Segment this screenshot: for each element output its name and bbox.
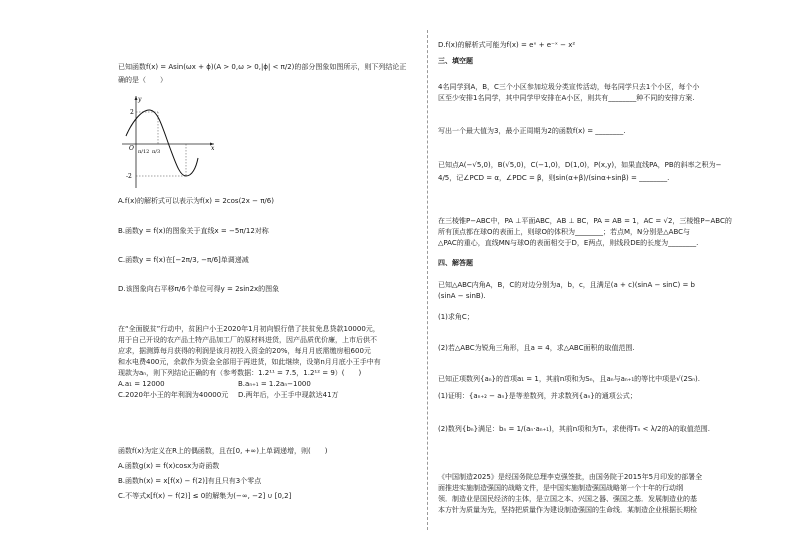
- stem-line: 在三棱锥P−ABC中，PA ⊥平面ABC，AB ⊥ BC，PA = AB = 1，AC = √2，三棱锥P−ABC的: [438, 217, 732, 225]
- option-a-text: A.函数g(x) = f(x)cosx为奇函数: [118, 462, 220, 470]
- question-stem: 已知函数f(x) = Asin(ωx + ϕ)(A > 0,ω > 0,|ϕ| < π/2)的部分图象如图所示，则下列结论正: [118, 63, 407, 71]
- stem-line: 应求，据测算每月获得的利润是该月初投入资金的20%，每月月底需缴房租600元: [118, 347, 371, 355]
- fill-question-3: [438, 160, 744, 184]
- section-title: 三、填空题: [438, 57, 473, 65]
- stem-line: 区至少安排1名同学，其中同学甲安排在A小区，则共有________种不同的安排方案.: [438, 94, 695, 102]
- part-1: (1)证明：{aₙ₊₂ − aₙ}是等差数列，并求数列{aₙ}的通项公式；: [438, 392, 637, 400]
- min-value-label: -2: [126, 173, 132, 180]
- option-d-text: D.f(x)的解析式可能为f(x) = eˣ + e⁻ˣ − x²: [438, 41, 576, 49]
- stem-line: 和水电费400元，余款作为资金全部用于再进货，如此继续，设第n月月底小王手中有: [118, 358, 381, 366]
- section-fill-in: [438, 56, 744, 67]
- section-title: 四、解答题: [438, 259, 473, 267]
- option-c-text: C.2020年小王的年利润为40000元: [118, 391, 229, 399]
- solve-question-3: [438, 472, 744, 516]
- stem-line: 《中国制造2025》是经国务院总理李克强签批，由国务院于2015年5月印发的部署全: [438, 473, 703, 481]
- stem-line: △PAC的重心，直线MN与球O的表面相交于D，E两点，则线段DE的长度为________.: [438, 239, 699, 247]
- question-stem-continued: 确的是（ ）: [118, 76, 167, 84]
- option-b-text: B.aₙ₊₁ = 1.2aₙ−1000: [238, 380, 311, 388]
- stem-line: 已知点A(−√5,0)，B(√5,0)，C(−1,0)，D(1,0)，P(x,y)，如果直线PA，PB的斜率之积为−: [438, 161, 722, 169]
- options-row: [118, 379, 388, 390]
- options-row: [118, 390, 388, 401]
- option-a-text: A.a₁ = 12000: [118, 380, 165, 388]
- column-divider: [427, 30, 428, 530]
- stem-line: 已知△ABC内角A，B，C的对边分别为a，b，c，且满足(a + c)(sinA − sinC) = b: [438, 281, 695, 289]
- stem-line: 现款为aₙ，则下列结论正确的有（参考数据：1.2¹¹ = 7.5，1.2¹² = 9）( ): [118, 369, 362, 377]
- solve-question-2: [438, 374, 744, 435]
- tick-pi-over-12: π/12: [138, 149, 150, 155]
- question-even-function: [118, 446, 418, 502]
- stem-line: 已知正项数列{aₙ}的首项a₁ = 1，其前n项和为Sₙ，且aₙ与aₙ₊₁的等比中项是√(2Sₙ).: [438, 375, 701, 383]
- fill-question-2: [438, 126, 744, 137]
- option-b-text: B.函数y = f(x)的图象关于直线x = −5π/12对称: [118, 227, 269, 235]
- option-d-text: D.该图象向右平移π/6个单位可得y = 2sin2x的图象: [118, 285, 280, 293]
- stem-line: 所有顶点都在球O的表面上，则球O的体积为________；若点M，N分别是△ABC与: [438, 228, 691, 236]
- stem-line: 4名同学到A，B，C三个小区参加垃圾分类宣传活动，每名同学只去1个小区，每个小: [438, 83, 700, 91]
- part-2: (2)数列{bₙ}满足：bₙ = 1/(aₙ·aₙ₊₁)，其前n项和为Tₙ，求使得Tₙ < λ/2的λ的取值范围.: [438, 425, 710, 433]
- stem-line: (sinA − sinB).: [438, 292, 486, 300]
- fill-question-4: [438, 216, 744, 249]
- option-b-text: B.函数h(x) = x[f(x) − f(2)]有且只有3个零点: [118, 477, 262, 485]
- option-c-text: C.不等式x[f(x) − f(2)] ≤ 0的解集为(−∞, −2] ∪ [0,2]: [118, 492, 292, 500]
- stem-line: 在“全面脱贫”行动中，贫困户小王2020年1月初向银行借了扶贫免息贷款10000元，: [118, 325, 380, 333]
- sine-graph-figure: [118, 92, 218, 192]
- q1-option-c: [118, 255, 418, 266]
- solve-question-1: [438, 280, 744, 354]
- option-c-text: C.函数y = f(x)在[−2π/3, −π/6]单调递减: [118, 256, 249, 264]
- q-option-d-continued: [438, 40, 744, 51]
- tick-pi-over-3: π/3: [152, 149, 161, 155]
- part-1: (1)求角C；: [438, 313, 474, 321]
- q1-option-a: [118, 196, 418, 207]
- q1-option-d: [118, 284, 418, 295]
- stem-line: 本方针为质量为先，坚持把质量作为建设制造强国的生命线．某制造企业根据长期检: [438, 506, 697, 514]
- option-d-text: D.两年后，小王手中现款达41万: [238, 391, 339, 399]
- sine-curve: [126, 110, 198, 176]
- question-poverty-loan: [118, 324, 418, 401]
- question-function-graph: [118, 62, 418, 86]
- stem-line: 4/5，记∠PCD = α，∠PDC = β，则sin(α+β)/(sinα+sinβ) = ________.: [438, 174, 670, 182]
- section-answers: [438, 258, 744, 269]
- x-axis-label: x: [211, 145, 215, 152]
- stem-line: 领．制造业是国民经济的主体，是立国之本、兴国之器、强国之基．发展制造业的基: [438, 495, 697, 503]
- origin-label: O: [129, 145, 134, 152]
- max-value-label: 2: [130, 109, 134, 116]
- stem-line: 函数f(x)为定义在R上的偶函数，且在[0, +∞)上单调递增，则( ): [118, 447, 328, 455]
- stem-line: 面推进实施制造强国的战略文件，是中国实施制造强国战略第一个十年的行动纲: [438, 484, 683, 492]
- part-2: (2)若△ABC为锐角三角形，且a = 4，求△ABC面积的取值范围.: [438, 344, 635, 352]
- stem-line: 用于自己开设的农产品土特产品加工厂的原材料进货，因产品质优价廉，上市后供不: [118, 336, 377, 344]
- q1-option-b: [118, 226, 418, 237]
- y-axis-label: y: [138, 96, 142, 103]
- fill-question-1: [438, 82, 744, 104]
- stem-line: 写出一个最大值为3，最小正周期为2的函数f(x) = ________.: [438, 127, 626, 135]
- option-a-text: A.f(x)的解析式可以表示为f(x) = 2cos(2x − π/6): [118, 197, 274, 205]
